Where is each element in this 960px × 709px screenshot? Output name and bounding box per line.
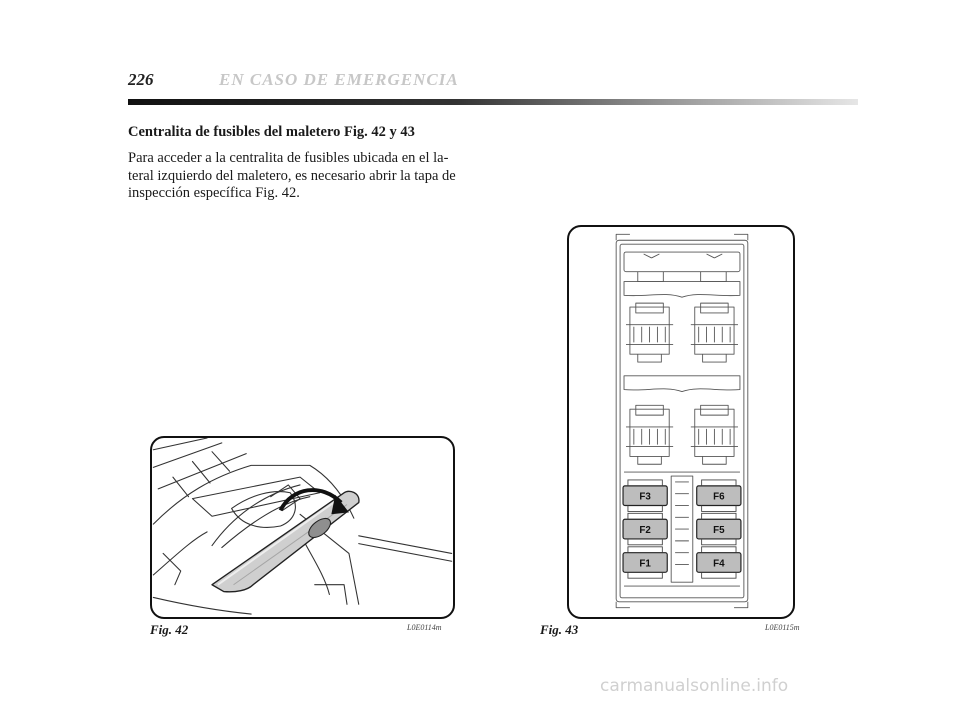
figure-42-label: Fig. 42 bbox=[150, 622, 189, 637]
section-title: EN CASO DE EMERGENCIA bbox=[219, 70, 459, 89]
figure-43-code: L0E0115m bbox=[765, 623, 800, 632]
paragraph-line: inspección específica Fig. 42. bbox=[128, 185, 300, 201]
body-paragraph bbox=[128, 150, 488, 203]
fuse-label-f4: F4 bbox=[713, 558, 725, 570]
fuse-label-f6: F6 bbox=[713, 491, 725, 503]
fuse-label-f5: F5 bbox=[713, 525, 725, 537]
watermark: carmanualsonline.info bbox=[600, 676, 789, 696]
trunk-cover-illustration bbox=[152, 438, 453, 617]
figure-43-label: Fig. 43 bbox=[540, 622, 579, 637]
fuse-box-diagram bbox=[569, 227, 793, 617]
figure-42-trunk-cover bbox=[150, 436, 455, 619]
fuse-label-f2: F2 bbox=[639, 525, 651, 537]
figure-42-code: L0E0114m bbox=[407, 623, 442, 632]
fuse-label-f1: F1 bbox=[639, 558, 651, 570]
header-rule bbox=[128, 99, 858, 105]
fuse-label-f3: F3 bbox=[639, 491, 651, 503]
paragraph-line: teral izquierdo del maletero, es necesario abrir la tapa de bbox=[128, 167, 456, 184]
figure-43-fuse-box bbox=[567, 225, 795, 619]
paragraph-line: Para acceder a la centralita de fusibles ubicada en el la- bbox=[128, 150, 449, 166]
page-number: 226 bbox=[128, 70, 154, 89]
section-heading: Centralita de fusibles del maletero Fig. 42 y 43 bbox=[128, 124, 415, 140]
